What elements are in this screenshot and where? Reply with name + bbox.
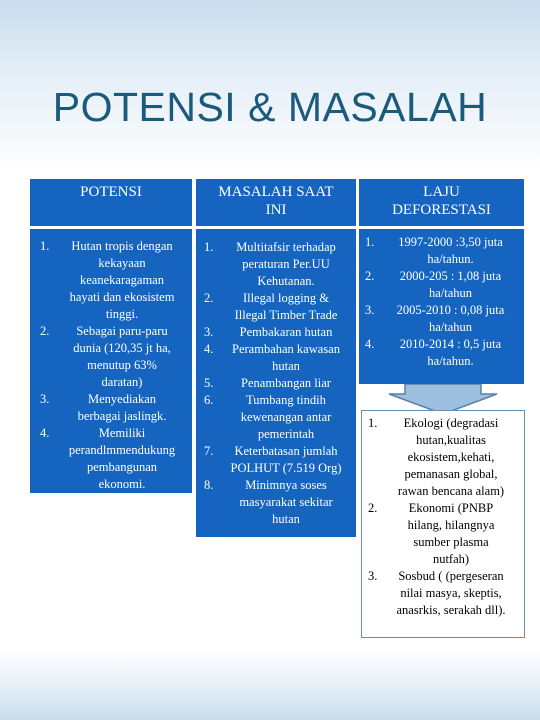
header-laju-line2: DEFORESTASI [392, 202, 491, 218]
masalah-item-text-line: hutan [272, 359, 300, 373]
masalah-item-text-line: Penambangan liar [241, 376, 331, 390]
header-masalah-line2: INI [265, 202, 287, 218]
masalah-item [204, 239, 352, 290]
masalah-list [204, 239, 352, 528]
potensi-item-text-line: berbagai jaslingk. [77, 409, 167, 423]
dampak-item-number: 1. [368, 416, 378, 430]
header-potensi [30, 179, 192, 226]
potensi-item-text-line: Hutan tropis dengan [71, 239, 173, 253]
laju-item-text-line: ha/tahun [428, 320, 473, 334]
masalah-item [204, 341, 352, 375]
slide-title: POTENSI & MASALAH [52, 84, 488, 130]
dampak-item-text-line: ekosistem,kehati, [407, 450, 495, 464]
dampak-item [368, 568, 518, 619]
dampak-item-text-line: hilang, hilangnya [407, 518, 495, 532]
masalah-item-text-line: peraturan Per.UU [242, 257, 330, 271]
masalah-item-number: 3. [204, 325, 214, 339]
potensi-item-text-line: pembangunan [86, 460, 158, 474]
potensi-item-text-line: Menyediakan [87, 392, 157, 406]
dampak-item-text-line: Ekonomi (PNBP [408, 501, 494, 515]
dampak-item [368, 415, 518, 500]
potensi-list-box [30, 229, 192, 493]
dampak-item-text-line: hutan,kualitas [416, 433, 486, 447]
header-masalah-line1: MASALAH SAAT [218, 184, 334, 200]
masalah-item-text-line: pemerintah [257, 427, 315, 441]
laju-item-text-line: ha/tahun. [427, 252, 474, 266]
masalah-item-text-line: Keterbatasan jumlah [234, 444, 338, 458]
masalah-item-text-line: Illegal Timber Trade [234, 308, 338, 322]
potensi-item-text-line: Sebagai paru-paru [76, 324, 168, 338]
dampak-item-text-line: Ekologi (degradasi [403, 416, 499, 430]
masalah-item-number: 4. [204, 342, 214, 356]
masalah-item-text-line: Kehutanan. [257, 274, 315, 288]
potensi-item-number: 1. [40, 239, 50, 253]
potensi-item-text-line: kekayaan [98, 256, 146, 270]
potensi-item-text-line: Memiliki [98, 426, 146, 440]
potensi-item [40, 323, 188, 391]
header-laju [359, 179, 524, 226]
masalah-item [204, 375, 352, 392]
laju-item-number: 1. [365, 235, 375, 249]
dampak-item-text-line: rawan bencana alam) [397, 484, 505, 498]
potensi-item-text-line: ekonomi. [98, 477, 146, 491]
potensi-item-text-line: hayati dan ekosistem [69, 290, 175, 304]
masalah-item [204, 392, 352, 443]
masalah-item-number: 7. [204, 444, 214, 458]
dampak-item-text-line: sumber plasma [413, 535, 489, 549]
dampak-item [368, 500, 518, 568]
potensi-list [40, 238, 188, 493]
laju-item [365, 268, 520, 302]
laju-list-box [359, 229, 524, 384]
dampak-list [368, 415, 518, 619]
laju-item-text-line: 1997-2000 :3,50 juta [398, 235, 503, 249]
potensi-item-text-line: menutup 63% [87, 358, 157, 372]
dampak-item-text-line: nilai masya, skeptis, [400, 586, 502, 600]
background-bottom-gradient [0, 650, 540, 720]
potensi-item-text-line: daratan) [101, 375, 143, 389]
laju-list [365, 234, 520, 370]
laju-item [365, 234, 520, 268]
laju-item [365, 302, 520, 336]
laju-item [365, 336, 520, 370]
laju-item-text-line: ha/tahun. [427, 354, 474, 368]
potensi-item-text-line: dunia (120,35 jt ha, [73, 341, 171, 355]
potensi-item-number: 4. [40, 426, 50, 440]
dampak-item-text-line: pemanasan global, [404, 467, 498, 481]
masalah-item [204, 324, 352, 341]
potensi-item [40, 425, 188, 493]
masalah-item-text-line: Multitafsir terhadap [236, 240, 336, 254]
masalah-item-text-line: hutan [272, 512, 300, 526]
masalah-item-text-line: Tumbang tindih [246, 393, 326, 407]
masalah-item-number: 1. [204, 240, 214, 254]
masalah-item [204, 290, 352, 324]
masalah-item-number: 8. [204, 478, 214, 492]
dampak-item-number: 2. [368, 501, 378, 515]
potensi-item-text-line: keanekaragaman [80, 273, 164, 287]
dampak-item-text-line: nutfah) [432, 552, 470, 566]
laju-item-text-line: 2000-205 : 1,08 juta [399, 269, 502, 283]
masalah-item-number: 5. [204, 376, 214, 390]
dampak-item-text-line: anasrkis, serakah dll). [396, 603, 506, 617]
masalah-item [204, 443, 352, 477]
masalah-item-text-line: kewenangan antar [240, 410, 332, 424]
laju-item-number: 2. [365, 269, 375, 283]
dampak-list-box [361, 410, 525, 638]
header-laju-line1: LAJU [423, 184, 460, 200]
header-potensi-label: POTENSI [80, 184, 142, 200]
masalah-list-box [196, 229, 356, 537]
masalah-item-text-line: POLHUT (7.519 Org) [230, 461, 342, 475]
potensi-item-text-line: tinggi. [105, 307, 139, 321]
masalah-item-number: 2. [204, 291, 214, 305]
dampak-item-text-line: Sosbud ( (pergeseran [398, 569, 504, 583]
potensi-item-number: 2. [40, 324, 50, 338]
laju-item-number: 4. [365, 337, 375, 351]
masalah-item-text-line: Minimnya soses [245, 478, 327, 492]
laju-item-number: 3. [365, 303, 375, 317]
masalah-item-text-line: Pembakaran hutan [239, 325, 333, 339]
laju-item-text-line: ha/tahun [428, 286, 473, 300]
masalah-item-text-line: Perambahan kawasan [232, 342, 340, 356]
potensi-item [40, 391, 188, 425]
laju-item-text-line: 2005-2010 : 0,08 juta [396, 303, 505, 317]
masalah-item-text-line: Illegal logging & [242, 291, 330, 305]
masalah-item-number: 6. [204, 393, 214, 407]
laju-item-text-line: 2010-2014 : 0,5 juta [399, 337, 502, 351]
masalah-item [204, 477, 352, 528]
masalah-item-text-line: masyarakat sekitar [239, 495, 333, 509]
header-masalah [196, 179, 356, 226]
dampak-item-number: 3. [368, 569, 378, 583]
potensi-item-text-line: perandlmmendukung [68, 443, 176, 457]
potensi-item [40, 238, 188, 323]
potensi-item-number: 3. [40, 392, 50, 406]
